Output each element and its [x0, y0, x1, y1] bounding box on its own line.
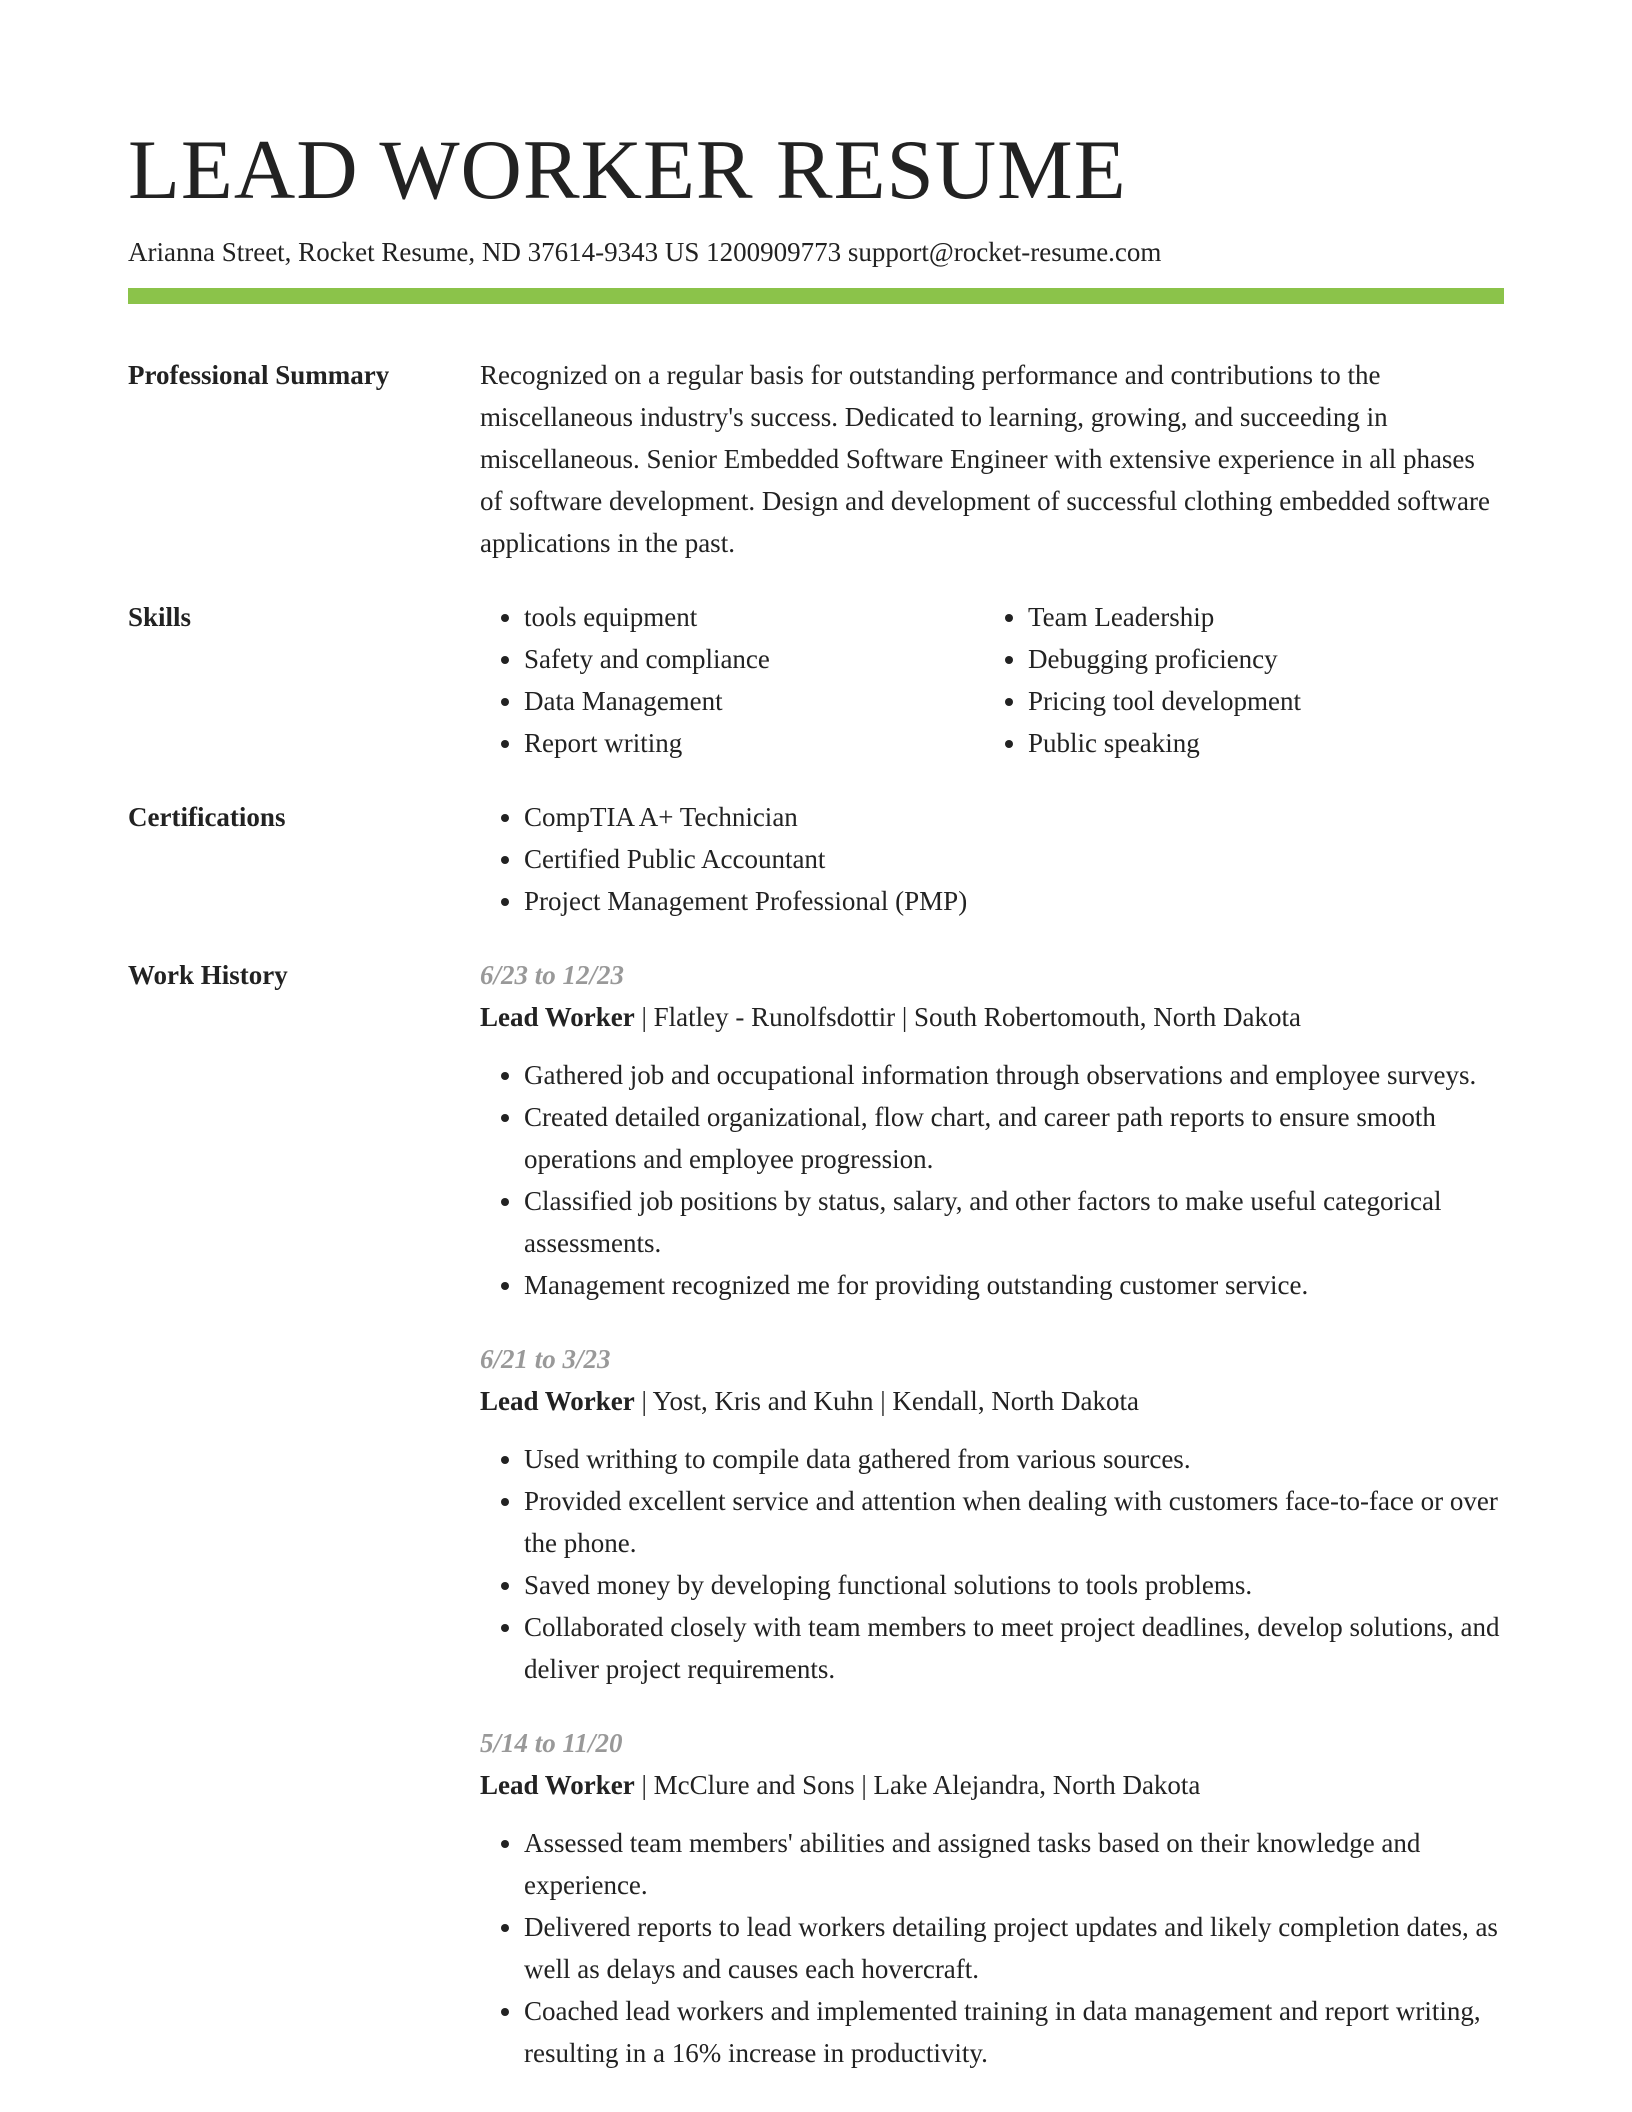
job-heading [480, 996, 1504, 1038]
job-heading [480, 1380, 1504, 1422]
job-bullets [480, 1438, 1504, 1690]
skill-item: • Pricing tool development [1028, 680, 1488, 722]
summary-text: Recognized on a regular basis for outstanding performance and contributions to the miscellaneous industry's success. Dedicated to learning, growing, and succeeding in miscellaneous. Senior Embedded Software Engineer with extensive experience in all phases of software development. Design and development of successful clothing embedded software applications in the past. [480, 360, 1490, 558]
job-entry [480, 1722, 1504, 2074]
job-dates: 5/14 to 11/20 [480, 1728, 623, 1758]
skill-item: • Public speaking [1028, 722, 1488, 764]
certifications-list [480, 796, 1504, 922]
job-bullet: • Created detailed organizational, flow chart, and career path reports to ensure smooth operations and employee progression. [524, 1096, 1504, 1180]
work-history-section [128, 954, 1504, 2074]
job-title: Lead Worker [480, 1002, 635, 1032]
job-heading [480, 1764, 1504, 1806]
job-dates: 6/21 to 3/23 [480, 1344, 611, 1374]
professional-summary-section [128, 354, 1504, 564]
job-title: Lead Worker [480, 1386, 635, 1416]
skill-item: • Data Management [524, 680, 984, 722]
job-details: | Yost, Kris and Kuhn | Kendall, North Dakota [634, 1386, 1140, 1416]
skill-item: • tools equipment [524, 596, 984, 638]
certifications-section [128, 796, 1504, 922]
skills-section [128, 596, 1504, 764]
certification-item: • Certified Public Accountant [524, 838, 1504, 880]
skill-item: • Debugging proficiency [1028, 638, 1488, 680]
job-dates: 6/23 to 12/23 [480, 960, 625, 990]
section-label-certifications: Certifications [128, 802, 286, 832]
job-bullet: • Used writhing to compile data gathered from various sources. [524, 1438, 1504, 1480]
job-bullet: • Management recognized me for providing outstanding customer service. [524, 1264, 1504, 1306]
job-bullet: • Saved money by developing functional solutions to tools problems. [524, 1564, 1504, 1606]
section-label-skills: Skills [128, 602, 192, 632]
skill-item: • Report writing [524, 722, 984, 764]
job-bullet: • Coached lead workers and implemented training in data management and report writing, resulting in a 16% increase in productivity. [524, 1990, 1504, 2074]
job-bullet: • Assessed team members' abilities and assigned tasks based on their knowledge and experience. [524, 1822, 1504, 1906]
job-entry [480, 1338, 1504, 1690]
job-bullets [480, 1822, 1504, 2074]
header-divider [128, 288, 1504, 304]
certification-item: • Project Management Professional (PMP) [524, 880, 1504, 922]
skills-list-left [480, 596, 984, 764]
job-bullet: • Collaborated closely with team members to meet project deadlines, develop solutions, and deliver project requirements. [524, 1606, 1504, 1690]
job-details: | Flatley - Runolfsdottir | South Robertomouth, North Dakota [634, 1002, 1302, 1032]
section-label-work-history: Work History [128, 960, 288, 990]
job-bullet: • Delivered reports to lead workers detailing project updates and likely completion dates, as well as delays and causes each hovercraft. [524, 1906, 1504, 1990]
skill-item: • Safety and compliance [524, 638, 984, 680]
job-bullet: • Provided excellent service and attention when dealing with customers face-to-face or over the phone. [524, 1480, 1504, 1564]
job-bullet: • Classified job positions by status, salary, and other factors to make useful categorical assessments. [524, 1180, 1504, 1264]
contact-info: Arianna Street, Rocket Resume, ND 37614-9343 US 1200909773 support@rocket-resume.com [128, 237, 1162, 267]
job-bullets [480, 1054, 1504, 1306]
job-details: | McClure and Sons | Lake Alejandra, North Dakota [634, 1770, 1201, 1800]
skill-item: • Team Leadership [1028, 596, 1488, 638]
certification-item: • CompTIA A+ Technician [524, 796, 1504, 838]
skills-list-right [984, 596, 1488, 764]
job-title: Lead Worker [480, 1770, 635, 1800]
job-bullet: • Gathered job and occupational information through observations and employee surveys. [524, 1054, 1504, 1096]
section-label-summary: Professional Summary [128, 360, 390, 390]
job-entry [480, 954, 1504, 1306]
resume-title: LEAD WORKER RESUME [128, 123, 1127, 217]
resume-page [128, 0, 1504, 2074]
